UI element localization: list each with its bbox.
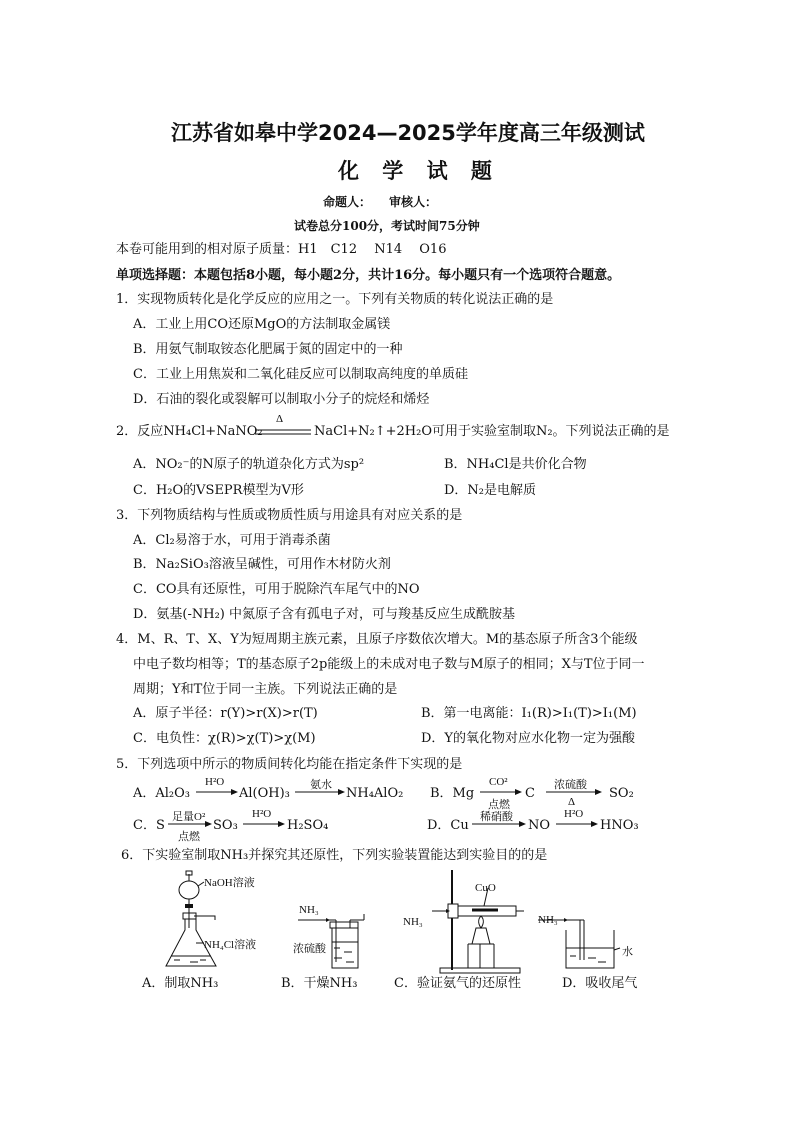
q5c-arrow-1 (168, 820, 212, 828)
figure-c-caption: C．验证氨气的还原性 (394, 976, 521, 991)
figure-d-water-label: 水 (622, 946, 633, 958)
question-1-stem: 1．实现物质转化是化学反应的应用之一。下列有关物质的转化说法正确的是 (116, 292, 554, 307)
q5b-arrow-1 (480, 788, 522, 796)
question-5-stem: 5．下列选项中所示的物质间转化均能在指定条件下实现的是 (116, 757, 463, 772)
q2-option-d: D．N₂是电解质 (444, 483, 537, 498)
figure-a-nh4cl-label: NH₄Cl溶液 (204, 939, 257, 951)
q2-option-c: C．H₂O的VSEPR模型为V形 (133, 483, 304, 498)
q4-option-b: B．第一电离能：I₁(R)>I₁(T)>I₁(M) (421, 706, 637, 721)
q5c-condition-1: 足量O² (172, 811, 206, 823)
q4-option-a: A．原子半径：r(Y)>r(X)>r(T) (133, 706, 318, 721)
section-heading: 单项选择题：本题包括8小题，每小题2分，共计16分。每小题只有一个选项符合题意。 (116, 268, 621, 283)
authors-line: 命题人： 审核人： (323, 195, 438, 209)
figure-c-nh3-label: NH₃ (403, 916, 423, 928)
question-4-stem-line-3: 周期；Y和T位于同一主族。下列说法正确的是 (133, 682, 398, 697)
q1-option-a: A．工业上用CO还原MgO的方法制取金属镁 (133, 317, 391, 332)
q2-option-a: A．NO₂⁻的N原子的轨道杂化方式为sp² (133, 457, 365, 472)
q1-option-c: C．工业上用焦炭和二氧化硅反应可以制取高纯度的单质硅 (133, 367, 468, 382)
q5b-condition-1b: 点燃 (488, 799, 510, 811)
q5c-condition-1b: 点燃 (178, 831, 200, 843)
q5b-end: SO₂ (609, 786, 634, 801)
q2-reaction-sign (255, 428, 311, 436)
q5d-mid: NO (528, 818, 551, 833)
q5c-end: H₂SO₄ (287, 818, 329, 833)
q5b-start: B．Mg (430, 786, 475, 801)
figure-b-caption: B．干燥NH₃ (281, 976, 358, 991)
page-title: 江苏省如皋中学2024—2025学年度高三年级测试 (171, 121, 645, 145)
q5c-mid: SO₃ (213, 818, 238, 833)
q5a-condition-1: H²O (205, 776, 225, 788)
question-4-stem-line-2: 中电子数均相等；T的基态原子2p能级上的未成对电子数与M原子的相同；X与T位于同一 (133, 657, 645, 672)
figure-b-wash-bottle (296, 890, 376, 972)
q5d-condition-2: H²O (564, 808, 584, 820)
atomic-masses: 本卷可能用到的相对原子质量：H1 C12 N14 O16 (116, 242, 447, 257)
question-6-stem: 6．下实验室制取NH₃并探究其还原性，下列实验装置能达到实验目的的是 (121, 848, 548, 863)
q5a-mid: Al(OH)₃ (239, 786, 290, 801)
q5d-start: D．Cu (427, 818, 469, 833)
q3-option-b: B．Na₂SiO₃溶液呈碱性，可用作木材防火剂 (133, 557, 391, 572)
q4-option-d: D．Y的氧化物对应水化物一定为强酸 (421, 731, 636, 746)
q1-option-d: D．石油的裂化或裂解可以制取小分子的烷烃和烯烃 (133, 392, 430, 407)
q5b-mid: C (525, 786, 535, 801)
q2-heat-symbol: Δ (276, 413, 284, 425)
q3-option-c: C．CO具有还原性，可用于脱除汽车尾气中的NO (133, 582, 420, 597)
figure-d-caption: D．吸收尾气 (562, 976, 638, 991)
q4-option-c: C．电负性：χ(R)>χ(T)>χ(M) (133, 731, 316, 746)
figure-b-nh3-label: NH₃ (299, 904, 319, 916)
q5a-arrow-1 (196, 788, 238, 796)
figure-b-acid-label: 浓硫酸 (293, 943, 326, 955)
q5c-start: C．S (133, 818, 165, 833)
exam-info: 试卷总分100分，考试时间75分钟 (294, 219, 480, 233)
q3-option-a: A．Cl₂易溶于水，可用于消毒杀菌 (133, 533, 331, 548)
question-2-stem-left: 2．反应NH₄Cl+NaNO₂ (116, 424, 263, 439)
q5d-arrow-1 (472, 820, 526, 828)
q5a-start: A．Al₂O₃ (133, 786, 191, 801)
q5b-condition-2: 浓硫酸 (554, 779, 587, 791)
question-3-stem: 3．下列物质结构与性质或物质性质与用途具有对应关系的是 (116, 508, 463, 523)
q5a-end: NH₄AlO₂ (346, 786, 404, 801)
q5c-condition-2: H²O (252, 808, 272, 820)
question-4-stem-line-1: 4．M、R、T、X、Y为短周期主族元素，且原子序数依次增大。M的基态原子所含3个能级 (116, 632, 638, 647)
q5d-end: HNO₃ (600, 818, 639, 833)
q5b-arrow-2 (546, 788, 602, 796)
q5b-condition-2b: Δ (568, 796, 576, 808)
q5a-arrow-2 (295, 788, 345, 796)
q3-option-d: D．氨基(-NH₂) 中氮原子含有孤电子对，可与羧基反应生成酰胺基 (133, 607, 516, 622)
q5d-arrow-2 (556, 820, 598, 828)
q5b-condition-1: CO² (489, 776, 508, 788)
figure-d-nh3-label: NH₃ (538, 914, 558, 926)
q5c-arrow-2 (243, 820, 285, 828)
page-subtitle: 化 学 试 题 (338, 159, 500, 183)
q1-option-b: B．用氨气制取铵态化肥属于氮的固定中的一种 (133, 342, 403, 357)
q5a-condition-2: 氨水 (310, 779, 332, 791)
question-2-stem-right: NaCl+N₂↑+2H₂O可用于实验室制取N₂。下列说法正确的是 (314, 424, 670, 439)
figure-d-beaker (536, 900, 626, 976)
q5d-condition-1: 稀硝酸 (480, 811, 513, 823)
figure-a-caption: A．制取NH₃ (142, 976, 219, 991)
figure-c-cuo-label: CuO (475, 882, 496, 894)
figure-a-naoh-label: NaOH溶液 (204, 877, 255, 889)
q2-option-b: B．NH₄Cl是共价化合物 (444, 457, 587, 472)
